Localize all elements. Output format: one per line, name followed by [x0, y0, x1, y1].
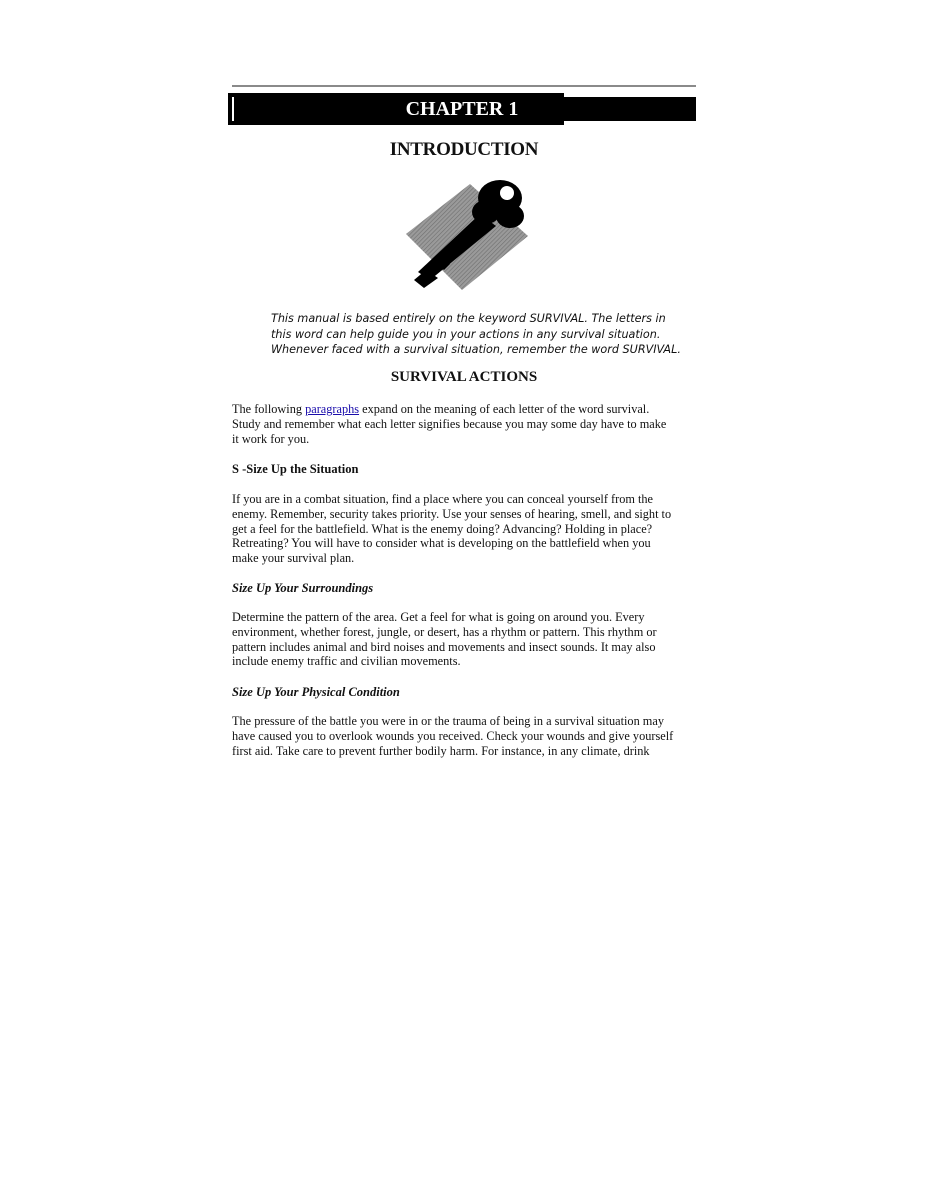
para-suffix: expand on the meaning of each letter of the word survival. — [359, 402, 650, 416]
size-up-situation-heading: S -Size Up the Situation — [232, 462, 359, 476]
intro-note — [271, 311, 681, 358]
paragraph-line: Study and remember what each letter signifies because you may some day have to make — [232, 416, 667, 431]
surroundings-paragraph — [232, 610, 702, 669]
paragraph-line: get a feel for the battlefield. What is the enemy doing? Advancing? Holding in place? — [232, 521, 653, 536]
paragraph-line: make your survival plan. — [232, 551, 355, 566]
note-line: This manual is based entirely on the keyword SURVIVAL. The letters in — [271, 312, 666, 325]
paragraph-line: The pressure of the battle you were in or the trauma of being in a survival situation may — [232, 714, 664, 728]
note-line: this word can help guide you in your actions in any survival situation. — [271, 327, 661, 341]
chapter-title: CHAPTER 1 — [405, 98, 519, 120]
paragraph-line: Determine the pattern of the area. Get a feel for what is going on around you. Every — [232, 610, 645, 624]
paragraph-line — [232, 402, 702, 417]
para-prefix: The following — [232, 402, 306, 416]
paragraph-line: have caused you to overlook wounds you received. Check your wounds and give yourself — [232, 728, 674, 743]
physical-condition-heading: Size Up Your Physical Condition — [232, 685, 400, 699]
paragraph-line: enemy. Remember, security takes priority. Use your senses of hearing, smell, and sight to — [232, 506, 672, 521]
paragraphs-link[interactable]: paragraphs — [305, 402, 360, 416]
paragraph-line: pattern includes animal and bird noises and movements and insect sounds. It may also — [232, 639, 656, 654]
surroundings-heading: Size Up Your Surroundings — [232, 581, 374, 595]
size-up-situation-paragraph — [232, 492, 702, 566]
paragraph-line: If you are in a combat situation, find a place where you can conceal yourself from the — [232, 492, 654, 506]
paragraph-line: first aid. Take care to prevent further bodily harm. For instance, in any climate, drink — [232, 743, 650, 758]
paragraph-line: it work for you. — [232, 431, 310, 446]
paragraph-line: include enemy traffic and civilian movements. — [232, 654, 461, 669]
key-icon — [400, 176, 534, 296]
introduction-title: INTRODUCTION — [389, 139, 539, 160]
physical-condition-paragraph — [232, 714, 702, 758]
note-line: Whenever faced with a survival situation, remember the word SURVIVAL. — [271, 343, 681, 356]
paragraph-line: environment, whether forest, jungle, or desert, has a rhythm or pattern. This rhythm or — [232, 624, 657, 639]
survival-actions-title: SURVIVAL ACTIONS — [390, 369, 538, 385]
paragraph-line: Retreating? You will have to consider what is developing on the battlefield when you — [232, 536, 651, 551]
survival-actions-paragraph — [232, 402, 702, 446]
top-rule — [232, 85, 696, 87]
chapter-banner — [228, 93, 696, 125]
